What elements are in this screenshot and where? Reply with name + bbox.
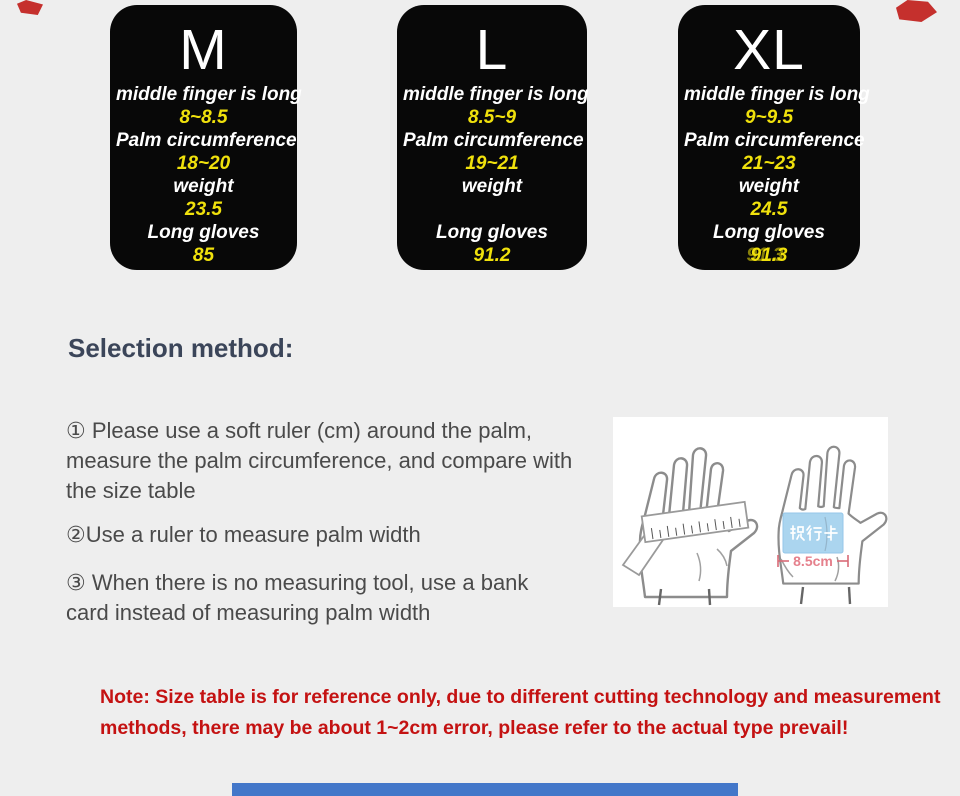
note-line-1: Note: Size table is for reference only, due to different cutting technology and measurement [100,686,941,708]
size-row-label: middle finger is long [116,84,302,105]
hands-drawing [613,417,888,607]
size-row-label: weight [173,176,234,197]
size-row-value: 18~20 [176,153,231,174]
size-row-label: weight [461,176,523,197]
step-2: ②Use a ruler to measure palm width [66,522,421,547]
step-1: ① Please use a soft ruler (cm) around the palm, measure the palm circumference, and compare with the size table [66,418,573,503]
section-divider-banner [232,783,738,796]
size-row-label: Palm circumference [403,130,584,151]
size-row-label: middle finger is long [684,84,870,105]
size-row-value: 19~21 [465,153,519,174]
hand-with-bank-card-icon [778,447,886,604]
size-row-value: 23.5 [185,199,222,220]
corner-decoration-left [17,0,43,15]
size-row-value: 8.5~9 [467,107,517,128]
size-letter: M [179,18,228,82]
bank-card-icon [783,513,843,553]
size-card-l [397,5,587,270]
size-letter: XL [733,18,805,82]
size-row-label: middle finger is long [403,84,589,105]
width-dimension-label: 8.5cm [793,553,833,569]
size-row-value: 24.5 [750,199,788,220]
hand-measuring-illustration [613,417,888,607]
size-card-xl [678,5,870,270]
reference-note [100,682,941,744]
corner-decoration-right [896,0,937,22]
size-row-label: weight [738,176,800,197]
size-row-value: 91.3 [750,245,788,266]
size-row-value: 85 [192,245,215,266]
size-row-value: 91.2 [473,245,511,266]
size-row-value: 9~9.5 [744,107,794,128]
size-row-value: 8~8.5 [179,107,228,128]
size-row-label: Long gloves [436,222,548,243]
size-row-label: Long gloves [147,222,260,243]
size-row-label: Palm circumference [116,130,297,151]
note-line-2: methods, there may be about 1~2cm error, please refer to the actual type prevail! [100,717,849,739]
size-row-label: Palm circumference [684,130,865,151]
size-row-value: 21~23 [742,153,796,174]
size-row-value [403,198,581,221]
step-3: ③ When there is no measuring tool, use a bank card instead of measuring palm width [66,570,529,625]
selection-method-heading: Selection method: [68,333,294,363]
size-letter: L [475,18,509,82]
size-card-m [110,5,302,270]
hand-with-ruler-icon [623,448,757,605]
size-row-label: Long gloves [713,222,825,243]
